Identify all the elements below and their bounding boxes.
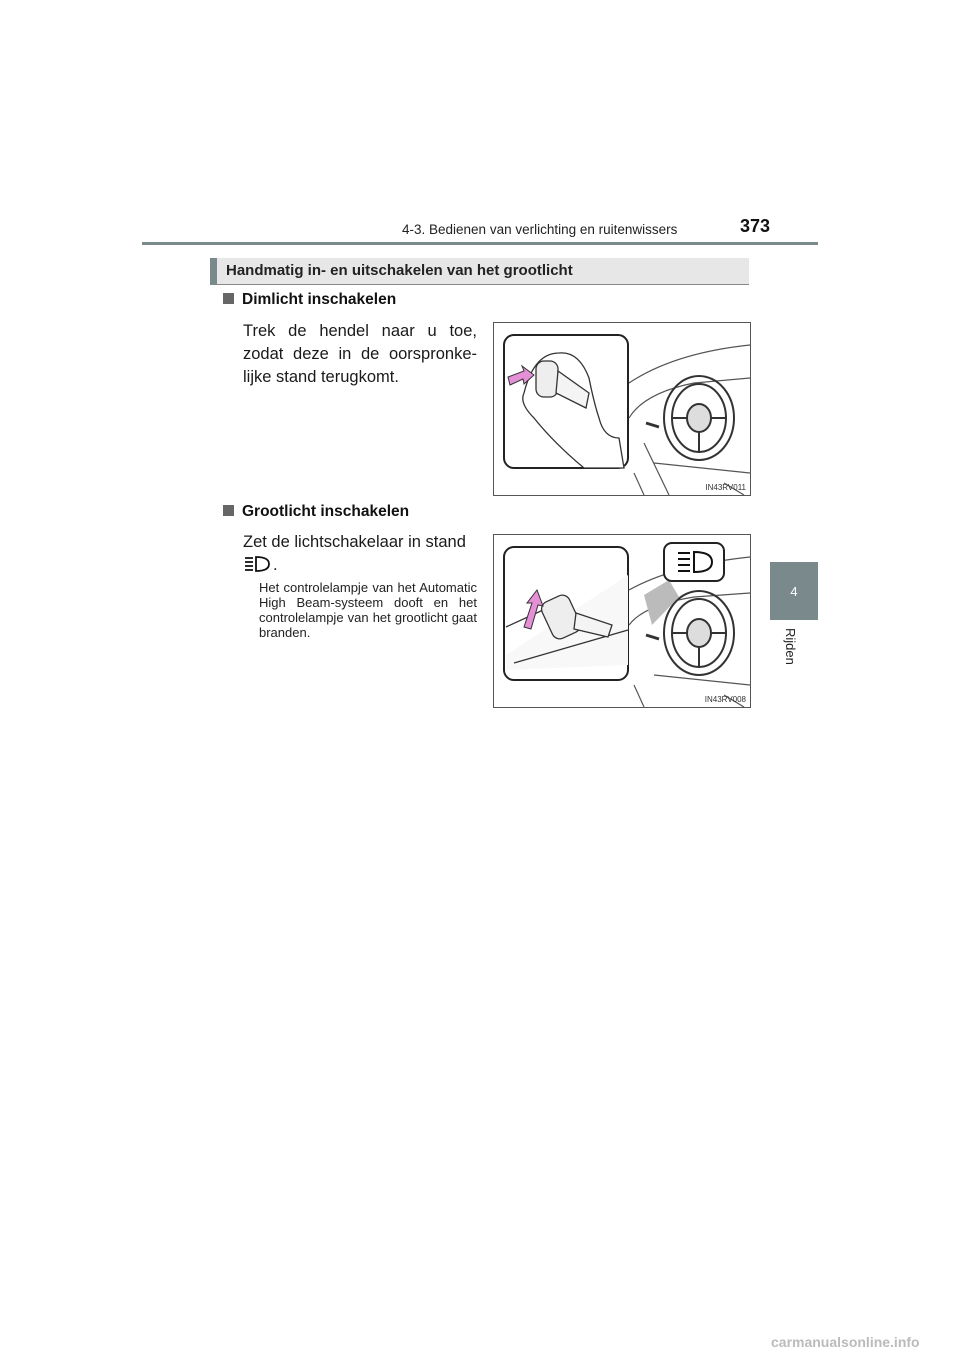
item-text-low-beam: Trek de hendel naar u toe, zodat deze in de oorspronke- lijke stand terugkomt. bbox=[243, 322, 477, 386]
item-heading-text: Grootlicht inschakelen bbox=[242, 503, 410, 520]
figure-code: IN43RV011 bbox=[705, 483, 746, 492]
steering-wheel-illustration bbox=[664, 591, 734, 675]
item-note-high-beam: Het controlelampje van het Automatic High Beam-systeem dooft en het controlelampje van het grootlicht gaat branden. bbox=[259, 580, 477, 640]
figure-low-beam bbox=[493, 322, 751, 496]
item-heading-high-beam bbox=[223, 503, 409, 521]
page-number: 373 bbox=[740, 216, 771, 236]
side-tab-label: Rijden bbox=[783, 628, 798, 665]
bullet-square-icon bbox=[223, 293, 234, 304]
lever-push-illustration bbox=[494, 535, 750, 707]
steering-wheel-illustration bbox=[664, 376, 734, 460]
bullet-square-icon bbox=[223, 505, 234, 516]
item-text-high-beam bbox=[243, 531, 477, 577]
figure-code: IN43RV008 bbox=[704, 695, 746, 704]
item-heading-text: Dimlicht inschakelen bbox=[242, 291, 397, 308]
item-heading-low-beam bbox=[223, 291, 396, 309]
section-title: Handmatig in- en uitschakelen van het grootlicht bbox=[226, 262, 573, 279]
side-tab bbox=[770, 562, 818, 620]
lever-pull-illustration bbox=[494, 323, 750, 495]
figure-high-beam bbox=[493, 534, 751, 708]
item-text-part: . bbox=[273, 556, 278, 574]
header-chapter-title: 4-3. Bedienen van verlichting en ruitenwissers bbox=[402, 222, 678, 237]
high-beam-icon bbox=[243, 554, 273, 574]
section-accent bbox=[210, 258, 217, 285]
item-text-part: Zet de lichtschakelaar in stand bbox=[243, 533, 466, 551]
side-tab-number: 4 bbox=[790, 583, 798, 599]
section-bar bbox=[210, 258, 749, 285]
footer-watermark: carmanualsonline.info bbox=[771, 1334, 920, 1350]
header-rule bbox=[142, 242, 818, 245]
